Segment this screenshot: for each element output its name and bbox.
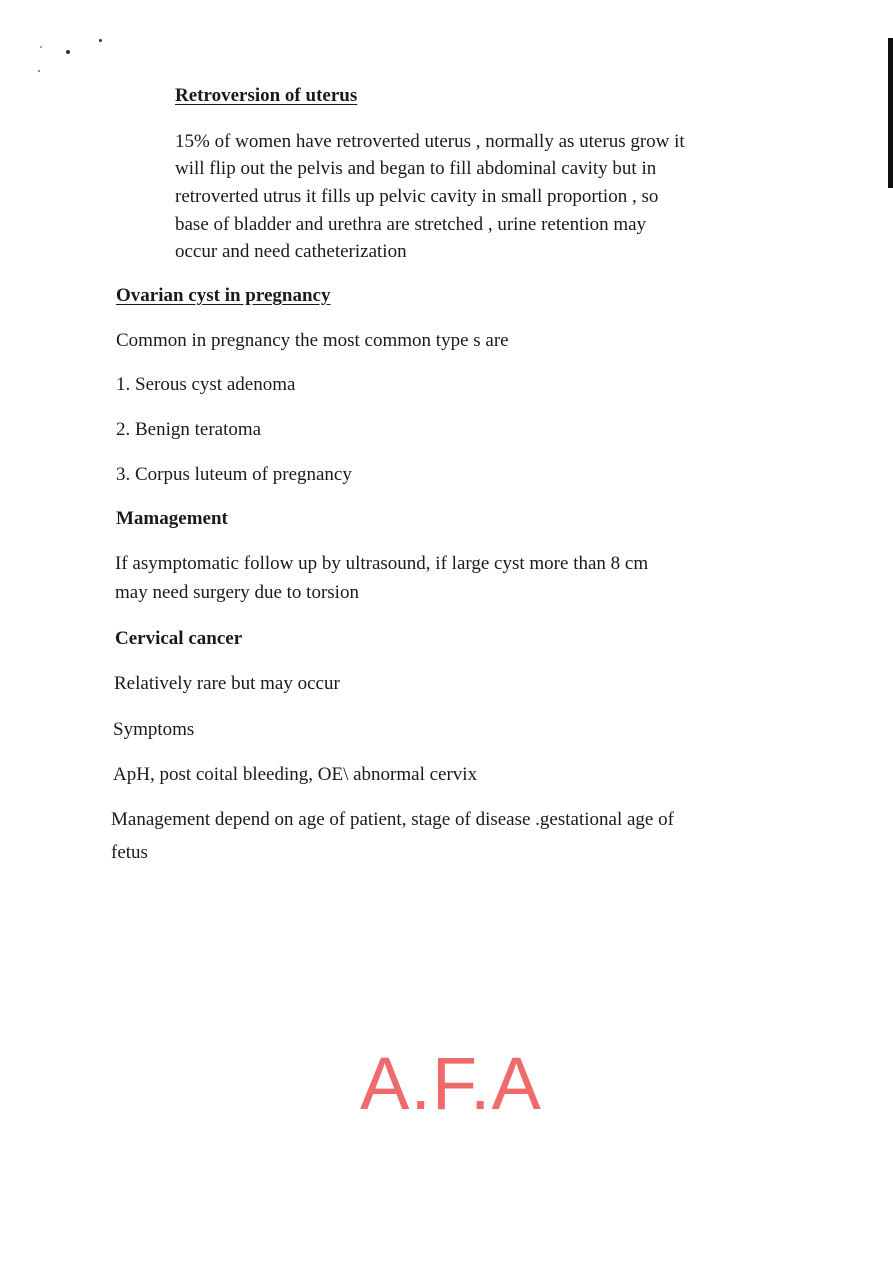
heading-management: Mamagement [116, 508, 228, 529]
retroversion-line: base of bladder and urethra are stretched , urine retention may [175, 214, 647, 235]
retroversion-line: 15% of women have retroverted uterus , normally as uterus grow it [175, 131, 685, 152]
cervical-cancer-line: Relatively rare but may occur [114, 673, 340, 694]
cervical-management-line: fetus [111, 842, 148, 863]
heading-retroversion: Retroversion of uterus [175, 85, 358, 106]
cervical-management-line: Management depend on age of patient, stage of disease .gestational age of [111, 809, 674, 830]
symptoms-label: Symptoms [113, 719, 195, 740]
list-item: 1. Serous cyst adenoma [116, 374, 296, 395]
management-line: may need surgery due to torsion [115, 582, 359, 603]
list-item: 3. Corpus luteum of pregnancy [116, 464, 352, 485]
afa-stamp: A.F.A [360, 1042, 542, 1125]
retroversion-line: occur and need catheterization [175, 241, 407, 262]
retroversion-line: will flip out the pelvis and began to fill abdominal cavity but in [175, 158, 657, 179]
heading-cervical-cancer: Cervical cancer [115, 628, 243, 649]
management-line: If asymptomatic follow up by ultrasound, if large cyst more than 8 cm [115, 553, 649, 574]
scan-speck [38, 70, 40, 72]
ovarian-cyst-intro: Common in pregnancy the most common type s are [116, 330, 509, 351]
scan-speck [99, 39, 102, 42]
heading-ovarian-cyst: Ovarian cyst in pregnancy [116, 285, 331, 306]
scan-speck [40, 46, 42, 48]
list-item: 2. Benign teratoma [116, 419, 262, 440]
scan-speck [66, 50, 70, 54]
retroversion-line: retroverted utrus it fills up pelvic cavity in small proportion , so [175, 186, 659, 207]
symptoms-text: ApH, post coital bleeding, OE\ abnormal cervix [113, 764, 478, 785]
scan-edge-artifact [888, 38, 893, 188]
